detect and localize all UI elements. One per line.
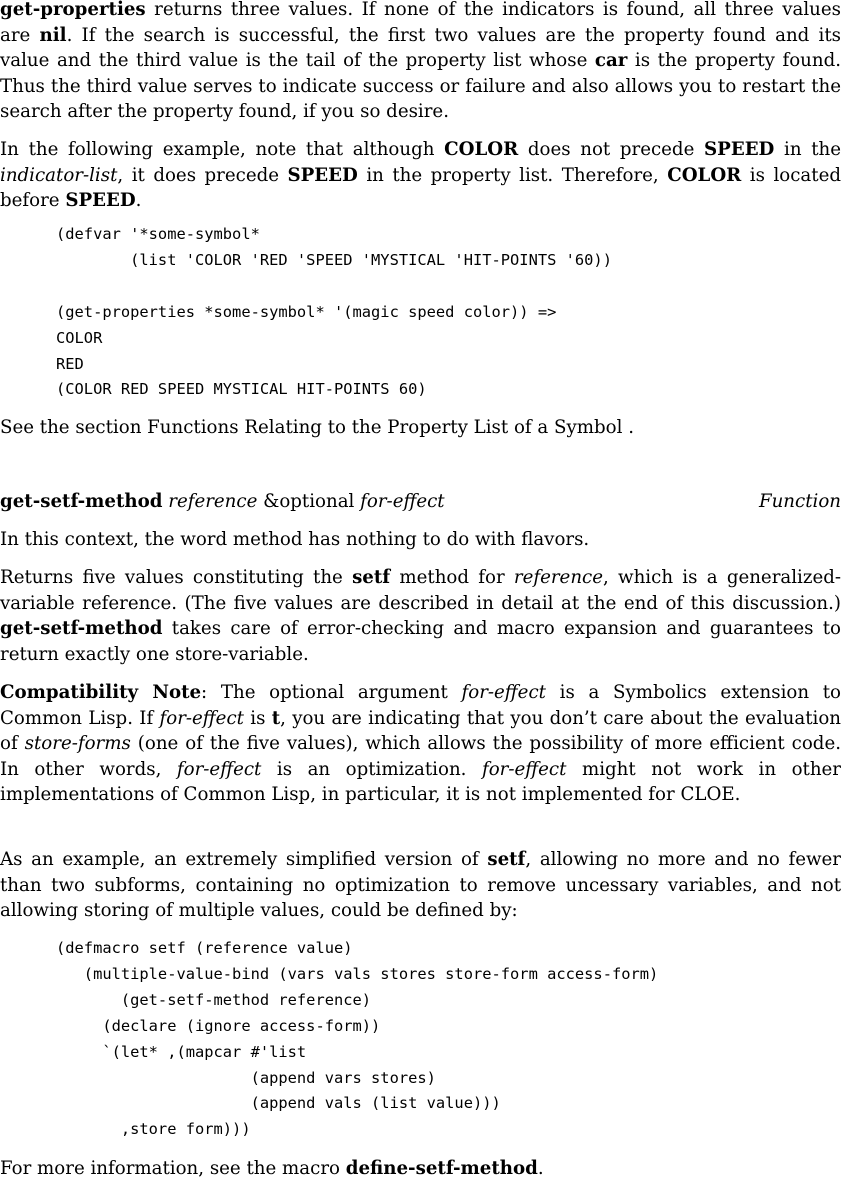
link-define-setf-method: define-setf-method xyxy=(345,1158,538,1179)
paragraph-method-note: In this context, the word method has nothing to do with flavors. xyxy=(0,529,590,550)
text: method for xyxy=(390,567,514,588)
term-for-effect: for-effect xyxy=(481,758,567,780)
text: is the property found. Thus the third value serves to indicate success or failure and also allows you to restart the search after the property found, if you so desire. xyxy=(0,50,841,123)
term-indicator-list: indicator-list xyxy=(0,164,118,186)
term-store-forms: store-forms xyxy=(24,733,131,755)
compatibility-note-label: Compatibility Note xyxy=(0,682,202,703)
text: in the xyxy=(774,139,841,160)
term-for-effect: for-effect xyxy=(461,682,546,703)
text: is a Symbolics extension to Common Lisp. If xyxy=(0,682,841,729)
paragraph-compatibility-note xyxy=(0,680,841,808)
lambda-keyword: &optional xyxy=(263,491,355,512)
term-color: COLOR xyxy=(667,164,742,186)
text: For more information, see the macro xyxy=(0,1158,346,1179)
paragraph-returns-five-values xyxy=(0,565,841,667)
term-for-effect: for-effect xyxy=(176,758,262,780)
text: is xyxy=(243,707,272,729)
paragraph-return-values xyxy=(0,0,841,125)
paragraph-setf-example-intro xyxy=(0,847,841,924)
term-for-effect: for-effect xyxy=(159,707,244,729)
term-speed: SPEED xyxy=(704,139,775,160)
term-setf: setf xyxy=(487,849,526,870)
text: does not precede xyxy=(518,139,705,160)
term-color: COLOR xyxy=(444,139,519,160)
text: might not work in other implementations of Common Lisp, in particular, it is not implemented for CLOE. xyxy=(0,758,841,806)
term-get-setf-method: get-setf-method xyxy=(0,618,163,640)
code-example-defmacro-setf: (defmacro setf (reference value) (multiple-value-bind (vars vals stores store-form access-form) (get-setf-method reference) (declare (ignore access-form)) `(let* ,(mapcar #'list (append vars stores) (append vals (list value))) ,store form))) xyxy=(56,939,659,1139)
term-car: car xyxy=(594,50,628,72)
definition-kind: Function xyxy=(758,491,841,512)
text: As an example, an extremely simplified version of xyxy=(0,849,488,870)
text: is an optimization. xyxy=(261,758,482,780)
function-definition-header xyxy=(0,489,841,515)
paragraph-more-information xyxy=(0,1156,841,1182)
paragraph-see-section: See the section Functions Relating to the Property List of a Symbol . xyxy=(0,417,635,438)
text: returns three values. If none of the indicators is found, all three values are xyxy=(0,0,841,46)
text: In the following example, note that although xyxy=(0,139,445,160)
text: in the property list. Therefore, xyxy=(357,164,668,186)
term-get-properties: get-properties xyxy=(0,0,146,20)
term-speed: SPEED xyxy=(65,190,136,212)
text: , allowing no more and no fewer than two subforms, containing no optimization to remove uncessary variables, and not allowing storing of multiple values, could be defined by: xyxy=(0,849,841,922)
term-setf: setf xyxy=(352,567,391,588)
paragraph-example-intro xyxy=(0,137,841,214)
function-arg-for-effect: for-effect xyxy=(360,491,445,512)
text: takes care of error-checking and macro expansion and guarantees to return exactly one store-variable. xyxy=(0,618,841,665)
text: , you are indicating that you don’t care about the evaluation of xyxy=(0,707,841,755)
term-reference: reference xyxy=(513,567,603,588)
function-name: get-setf-method xyxy=(0,491,163,512)
term-nil: nil xyxy=(39,24,67,46)
text: , it does precede xyxy=(117,164,288,186)
function-arg-reference: reference xyxy=(168,491,258,512)
term-t: t xyxy=(271,707,281,729)
text: . xyxy=(135,190,142,212)
text: is located before xyxy=(0,164,841,212)
text: Returns five values constituting the xyxy=(0,567,353,588)
text: (one of the five values), which allows the possibility of more efficient code. In other words, xyxy=(0,733,841,780)
text: , which is a generalized-variable reference. (The five values are described in detail at the end of this discussion.) xyxy=(0,567,842,614)
text: . If the search is successful, the first two values are the property found and its value and the third value is the tail of the property list whose xyxy=(0,24,841,72)
term-speed: SPEED xyxy=(287,164,358,186)
text: : The optional argument xyxy=(201,682,462,703)
code-example-get-properties: (defvar '*some-symbol* (list 'COLOR 'RED 'SPEED 'MYSTICAL 'HIT-POINTS '60)) (get-properties *some-symbol* '(magic speed color)) => COLOR RED (COLOR RED SPEED MYSTICAL HIT-POINTS 60) xyxy=(56,225,612,399)
text: . xyxy=(537,1158,544,1179)
